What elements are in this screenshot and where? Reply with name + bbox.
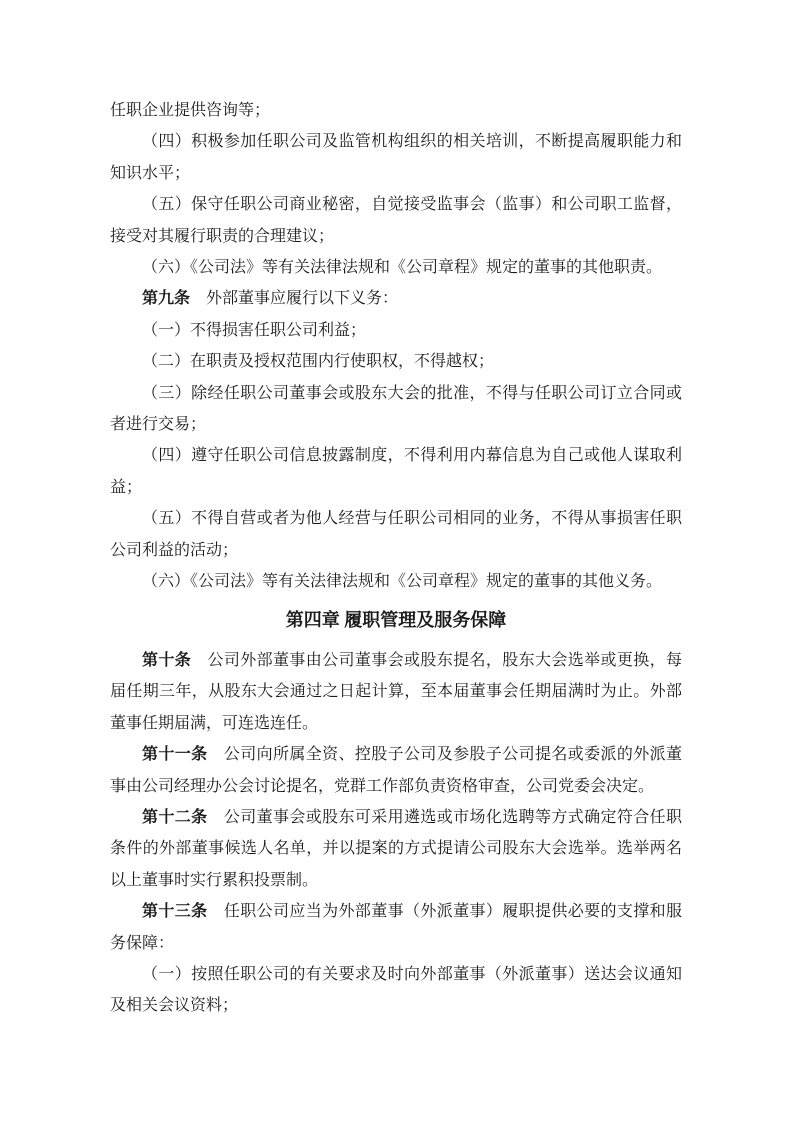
paragraph-text: 任职企业提供咨询等；: [110, 102, 271, 119]
paragraph-text: （一）按照任职公司的有关要求及时向外部董事（外派董事）送达会议通知及相关会议资料；: [110, 965, 682, 1015]
list-item-paragraph: [110, 346, 682, 377]
article-paragraph-11: [110, 739, 682, 802]
paragraph-text: （三）除经任职公司董事会或股东大会的批准，不得与任职公司订立合同或者进行交易；: [110, 384, 682, 434]
article-paragraph-10: [110, 645, 682, 739]
paragraph-text: （四）积极参加任职公司及监管机构组织的相关培训，不断提高履职能力和知识水平；: [110, 133, 682, 182]
paragraph-text: （六）《公司法》等有关法律法规和《公司章程》规定的董事的其他职责。: [142, 259, 663, 277]
article-paragraph-13: [110, 896, 682, 959]
article-text: 公司外部董事由公司董事会或股东提名，股东大会选举或更换，每届任期三年，从股东大会通过之日起计算，至本届董事会任期届满时为止。外部董事任期届满，可连选连任。: [110, 651, 682, 732]
paragraph-text: （五）不得自营或者为他人经营与任职公司相同的业务，不得从事损害任职公司利益的活动；: [110, 510, 682, 559]
paragraph-text: （六）《公司法》等有关法律法规和《公司章程》规定的董事的其他义务。: [142, 573, 663, 591]
article-text: 外部董事应履行以下义务：: [190, 290, 399, 308]
paragraph-text: （五）保守任职公司商业秘密，自觉接受监事会（监事）和公司职工监督，接受对其履行职责的合理建议；: [110, 196, 682, 245]
paragraph-continuation: [110, 95, 682, 126]
list-item-paragraph: [110, 126, 682, 189]
list-item-paragraph: [110, 959, 682, 1022]
article-text: 任职公司应当为外部董事（外派董事）履职提供必要的支撑和服务保障：: [110, 903, 682, 952]
list-item-paragraph: [110, 252, 682, 283]
list-item-paragraph: [110, 315, 682, 346]
article-paragraph-12: [110, 802, 682, 896]
article-number: 第十一条: [142, 746, 208, 764]
article-number: 第十三条: [142, 903, 208, 921]
article-number: 第九条: [142, 290, 191, 308]
list-item-paragraph: [110, 378, 682, 441]
article-text: 公司董事会或股东可采用遴选或市场化选聘等方式确定符合任职条件的外部董事候选人名单，并以提案的方式提请公司股东大会选举。选举两名以上董事时实行累积投票制。: [110, 808, 682, 889]
article-number: 第十条: [142, 651, 192, 669]
list-item-paragraph: [110, 503, 682, 566]
paragraph-text: （一）不得损害任职公司利益；: [142, 321, 367, 339]
article-text: 公司向所属全资、控股子公司及参股子公司提名或委派的外派董事由公司经理办公会讨论提名，党群工作部负责资格审查，公司党委会决定。: [110, 746, 682, 795]
document-body: [110, 95, 682, 1022]
list-item-paragraph: [110, 566, 682, 597]
list-item-paragraph: [110, 189, 682, 252]
article-number: 第十二条: [142, 808, 208, 826]
article-paragraph-9: [110, 283, 682, 314]
chapter-heading: 第四章 履职管理及服务保障: [285, 609, 507, 630]
list-item-paragraph: [110, 440, 682, 503]
paragraph-text: （二）在职责及授权范围内行使职权，不得越权；: [142, 353, 495, 371]
paragraph-text: （四）遵守任职公司信息披露制度，不得利用内幕信息为自己或他人谋取利益；: [110, 447, 682, 496]
